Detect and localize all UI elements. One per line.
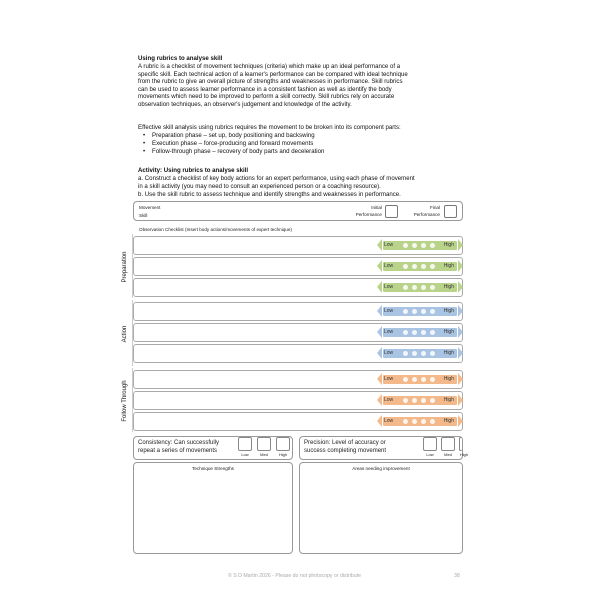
scale-left-arrow-icon — [377, 239, 382, 251]
scale-point[interactable] — [412, 243, 417, 248]
scale-left-arrow-icon — [377, 394, 382, 406]
rating-scale-follow[interactable] — [379, 373, 461, 386]
movement-skill-box — [133, 201, 463, 221]
scale-point[interactable] — [421, 377, 426, 382]
scale-point[interactable] — [430, 309, 435, 314]
precision-med-box[interactable] — [441, 437, 455, 451]
scale-point[interactable] — [412, 377, 417, 382]
phase-label-preparation: Preparation — [122, 251, 128, 283]
scale-right-arrow-icon — [458, 415, 463, 427]
scale-left-arrow-icon — [377, 415, 382, 427]
scale-point[interactable] — [403, 285, 408, 290]
consistency-label-2: repeat a series of movements — [138, 448, 218, 454]
consistency-med-box[interactable] — [257, 437, 271, 451]
bullet-preparation: • Preparation phase – set up, body positioning and backswing — [152, 132, 315, 140]
precision-high-label: High — [459, 452, 469, 457]
scale-point[interactable] — [430, 243, 435, 248]
scale-high-label: High — [443, 418, 454, 424]
areas-improvement-box[interactable] — [299, 462, 463, 554]
scale-high-label: High — [443, 284, 454, 290]
rubric-paragraph-line: movements which need to be improved to perform a skill correctly. Skill rubrics rely on accurate — [138, 93, 395, 100]
rubric-paragraph-line: A rubric is a checklist of movement techniques (criteria) which make up an ideal performance of a — [138, 63, 401, 70]
scale-right-arrow-icon — [458, 347, 463, 359]
rubric-paragraph-line: observation techniques, an observer's judgement and knowledge of the activity. — [138, 100, 352, 108]
scale-point[interactable] — [412, 285, 417, 290]
rubrics-heading: Using rubrics to analyse skill — [138, 55, 223, 62]
rubric-paragraph-line: from the rubric to give an overall picture of strengths and weaknesses in performance. Skill rubrics — [138, 78, 403, 85]
scale-point[interactable] — [421, 264, 426, 269]
bullet-execution: • Execution phase – force-producing and forward movements — [152, 140, 313, 148]
component-parts-text: Effective skill analysis using rubrics requires the movement to be broken into its component parts: — [138, 124, 401, 131]
scale-point[interactable] — [421, 351, 426, 356]
activity-line: in a skill activity (you may need to consult an experienced person or a coaching resource). — [138, 183, 381, 190]
activity-line: b. Use the skill rubric to assess technique and identify strengths and weaknesses in performance. — [138, 191, 401, 198]
scale-point[interactable] — [430, 398, 435, 403]
scale-right-arrow-icon — [458, 281, 463, 293]
scale-high-label: High — [443, 263, 454, 269]
scale-point[interactable] — [421, 330, 426, 335]
consistency-low-label: Low — [241, 452, 249, 457]
scale-point[interactable] — [412, 398, 417, 403]
scale-left-arrow-icon — [377, 373, 382, 385]
final-label: Final — [430, 205, 440, 210]
scale-right-arrow-icon — [458, 373, 463, 385]
scale-point[interactable] — [403, 330, 408, 335]
scale-point[interactable] — [421, 309, 426, 314]
scale-point[interactable] — [430, 285, 435, 290]
initial-performance-checkbox[interactable] — [385, 205, 398, 218]
rubric-paragraph-line: specific skill. Each technical action of a learner's performance can be compared with ideal technique — [138, 70, 408, 78]
scale-low-label: Low — [384, 350, 394, 356]
scale-high-label: High — [443, 376, 454, 382]
technique-strengths-label: Technique Strengths — [192, 466, 234, 471]
scale-low-label: Low — [384, 284, 394, 290]
scale-high-label: High — [443, 308, 454, 314]
scale-point[interactable] — [403, 419, 408, 424]
rating-scale-preparation[interactable] — [379, 239, 461, 252]
checklist-label: Observation Checklist (Insert body actions/movements of expert technique) — [139, 227, 292, 232]
precision-low-box[interactable] — [423, 437, 437, 451]
scale-left-arrow-icon — [377, 347, 382, 359]
scale-left-arrow-icon — [377, 281, 382, 293]
scale-left-arrow-icon — [377, 305, 382, 317]
phase-bracket-follow — [132, 368, 133, 432]
scale-right-arrow-icon — [458, 326, 463, 338]
scale-point[interactable] — [421, 398, 426, 403]
scale-point[interactable] — [403, 398, 408, 403]
phase-label-follow-through: Follow Through — [122, 380, 128, 422]
scale-point[interactable] — [430, 377, 435, 382]
bullet-follow-through: • Follow-through phase – recovery of body parts and deceleration — [152, 148, 324, 156]
scale-low-label: Low — [384, 376, 394, 382]
precision-low-label: Low — [426, 452, 434, 457]
scale-left-arrow-icon — [377, 326, 382, 338]
scale-point[interactable] — [412, 419, 417, 424]
consistency-low-box[interactable] — [238, 437, 252, 451]
scale-right-arrow-icon — [458, 394, 463, 406]
rating-scale-follow[interactable] — [379, 415, 461, 428]
consistency-label: Consistency: Can successfully — [138, 440, 220, 446]
consistency-med-label: Med — [260, 452, 268, 457]
movement-label: Movement — [139, 205, 161, 210]
scale-high-label: High — [443, 350, 454, 356]
precision-med-label: Med — [444, 452, 452, 457]
phase-label-action: Action — [122, 325, 128, 343]
phase-bracket-preparation — [132, 234, 133, 298]
scale-low-label: Low — [384, 329, 394, 335]
consistency-high-box[interactable] — [276, 437, 290, 451]
scale-low-label: Low — [384, 397, 394, 403]
scale-point[interactable] — [403, 351, 408, 356]
scale-point[interactable] — [412, 330, 417, 335]
precision-label-2: success completing movement — [304, 448, 387, 454]
scale-high-label: High — [443, 329, 454, 335]
activity-heading: Activity: Using rubrics to analyse skill — [138, 167, 249, 174]
scale-point[interactable] — [430, 351, 435, 356]
scale-right-arrow-icon — [458, 305, 463, 317]
scale-point[interactable] — [430, 264, 435, 269]
skill-label: Skill — [139, 213, 148, 218]
scale-left-arrow-icon — [377, 260, 382, 272]
copyright-text: © S D Martin 2026 - Please do not photocopy or distribute — [228, 573, 362, 579]
scale-low-label: Low — [384, 308, 394, 314]
scale-high-label: High — [443, 397, 454, 403]
final-performance-checkbox[interactable] — [444, 205, 457, 218]
scale-low-label: Low — [384, 418, 394, 424]
scale-point[interactable] — [403, 243, 408, 248]
precision-high-box[interactable] — [459, 437, 462, 451]
scale-point[interactable] — [403, 309, 408, 314]
scale-right-arrow-icon — [458, 260, 463, 272]
scale-point[interactable] — [412, 264, 417, 269]
scale-point[interactable] — [403, 377, 408, 382]
activity-line: a. Construct a checklist of key body actions for an expert performance, using each phase of movement — [138, 175, 415, 182]
technique-strengths-box[interactable] — [133, 462, 293, 554]
rating-scale-preparation[interactable] — [379, 281, 461, 294]
rubric-paragraph-line: can be used to assess learner performance in a consistent fashion as well as identify the body — [138, 85, 392, 93]
rating-scale-action[interactable] — [379, 326, 461, 339]
initial-label-2: Performance — [355, 212, 382, 217]
areas-improvement-label: Areas needing improvement — [352, 466, 410, 471]
scale-low-label: Low — [384, 263, 394, 269]
scale-point[interactable] — [421, 419, 426, 424]
scale-point[interactable] — [403, 264, 408, 269]
scale-point[interactable] — [421, 243, 426, 248]
scale-low-label: Low — [384, 242, 394, 248]
scale-point[interactable] — [421, 285, 426, 290]
scale-point[interactable] — [412, 351, 417, 356]
scale-right-arrow-icon — [458, 239, 463, 251]
rating-scale-action[interactable] — [379, 347, 461, 360]
initial-label: Initial — [371, 205, 382, 210]
rating-scale-follow[interactable] — [379, 394, 461, 407]
scale-high-label: High — [443, 242, 454, 248]
scale-point[interactable] — [430, 419, 435, 424]
final-label-2: Performance — [413, 212, 440, 217]
precision-label: Precision: Level of accuracy or — [304, 440, 386, 446]
page-number: 38 — [454, 573, 460, 579]
scale-point[interactable] — [412, 309, 417, 314]
scale-point[interactable] — [430, 330, 435, 335]
rating-scale-preparation[interactable] — [379, 260, 461, 273]
phase-bracket-action — [132, 300, 133, 366]
rating-scale-action[interactable] — [379, 305, 461, 318]
consistency-high-label: High — [278, 452, 288, 457]
